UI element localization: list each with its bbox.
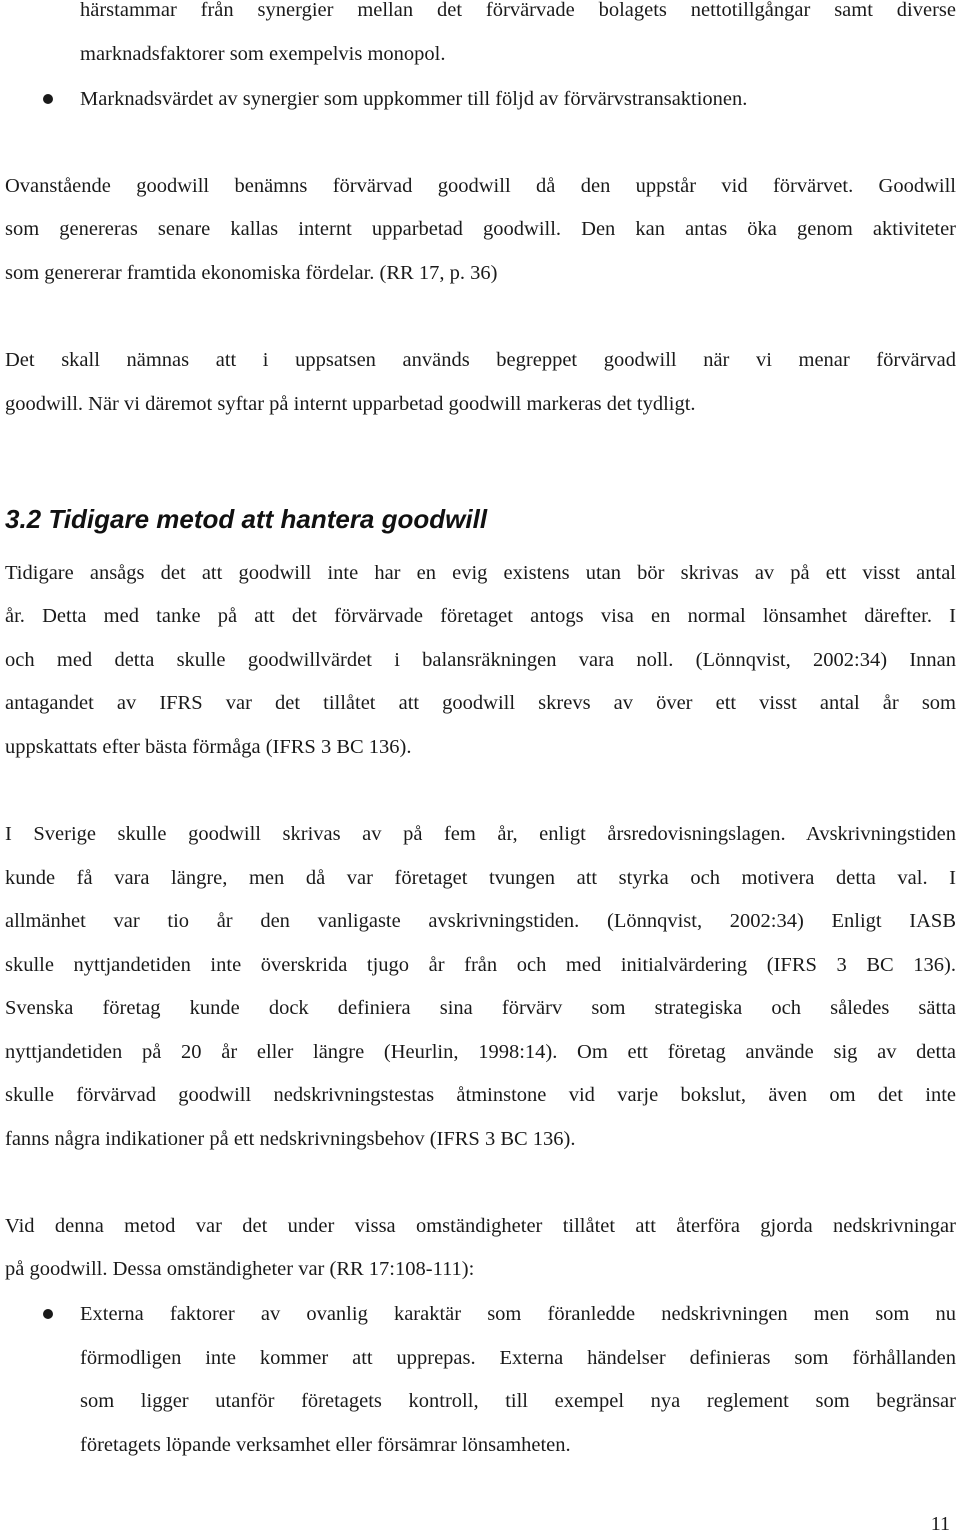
text-line: Tidigare ansågs det att goodwill inte har en evig existens utan bör skrivas av på ett visst antal <box>5 562 956 584</box>
bullet-text: förmodligen inte kommer att upprepas. Externa händelser definieras som förhållanden <box>80 1347 956 1369</box>
text-line: I Sverige skulle goodwill skrivas av på fem år, enligt årsredovisningslagen. Avskrivningstiden <box>5 823 956 845</box>
text-line: på goodwill. Dessa omständigheter var (RR 17:108-111): <box>5 1258 475 1280</box>
text-line: marknadsfaktorer som exempelvis monopol. <box>80 43 446 65</box>
text-line: kunde få vara längre, men då var företaget tvungen att styrka och motivera detta val. I <box>5 867 956 889</box>
text-line: Ovanstående goodwill benämns förvärvad goodwill då den uppstår vid förvärvet. Goodwill <box>5 175 956 197</box>
bullet-text: Externa faktorer av ovanlig karaktär som föranledde nedskrivningen men som nu <box>80 1303 956 1325</box>
bullet-icon <box>43 1309 53 1319</box>
text-line: härstammar från synergier mellan det förvärvade bolagets nettotillgångar samt diverse <box>80 0 956 21</box>
text-line: skulle nyttjandetiden inte överskrida tjugo år från och med initialvärdering (IFRS 3 BC 136). <box>5 954 956 976</box>
text-line: fanns några indikationer på ett nedskrivningsbehov (IFRS 3 BC 136). <box>5 1128 576 1150</box>
text-line: Vid denna metod var det under vissa omständigheter tillåtet att återföra gjorda nedskrivningar <box>5 1215 956 1237</box>
text-line: Det skall nämnas att i uppsatsen används begreppet goodwill när vi menar förvärvad <box>5 349 956 371</box>
text-line: goodwill. När vi däremot syftar på internt upparbetad goodwill markeras det tydligt. <box>5 393 696 415</box>
text-line: Svenska företag kunde dock definiera sina förvärv som strategiska och således sätta <box>5 997 956 1019</box>
text-line: antagandet av IFRS var det tillåtet att goodwill skrevs av över ett visst antal år som <box>5 692 956 714</box>
page-number: 11 <box>930 1513 950 1535</box>
text-line: allmänhet var tio år den vanligaste avskrivningstiden. (Lönnqvist, 2002:34) Enligt IASB <box>5 910 956 932</box>
bullet-text: Marknadsvärdet av synergier som uppkommer till följd av förvärvstransaktionen. <box>80 88 748 110</box>
bullet-icon <box>43 94 53 104</box>
bullet-text: företagets löpande verksamhet eller försämrar lönsamheten. <box>80 1434 571 1456</box>
text-line: uppskattats efter bästa förmåga (IFRS 3 BC 136). <box>5 736 412 758</box>
text-line: som genereras senare kallas internt upparbetad goodwill. Den kan antas öka genom aktiviteter <box>5 218 956 240</box>
bullet-text: som ligger utanför företagets kontroll, till exempel nya reglement som begränsar <box>80 1390 956 1412</box>
text-line: som genererar framtida ekonomiska fördelar. (RR 17, p. 36) <box>5 262 498 284</box>
text-line: nyttjandetiden på 20 år eller längre (Heurlin, 1998:14). Om ett företag använde sig av detta <box>5 1041 956 1063</box>
text-line: och med detta skulle goodwillvärdet i balansräkningen vara noll. (Lönnqvist, 2002:34) Innan <box>5 649 956 671</box>
section-heading: 3.2 Tidigare metod att hantera goodwill <box>5 504 488 534</box>
text-line: skulle förvärvad goodwill nedskrivningstestas åtminstone vid varje bokslut, även om det inte <box>5 1084 956 1106</box>
text-line: år. Detta med tanke på att det förvärvade företaget antogs visa en normal lönsamhet därefter. I <box>5 605 956 627</box>
